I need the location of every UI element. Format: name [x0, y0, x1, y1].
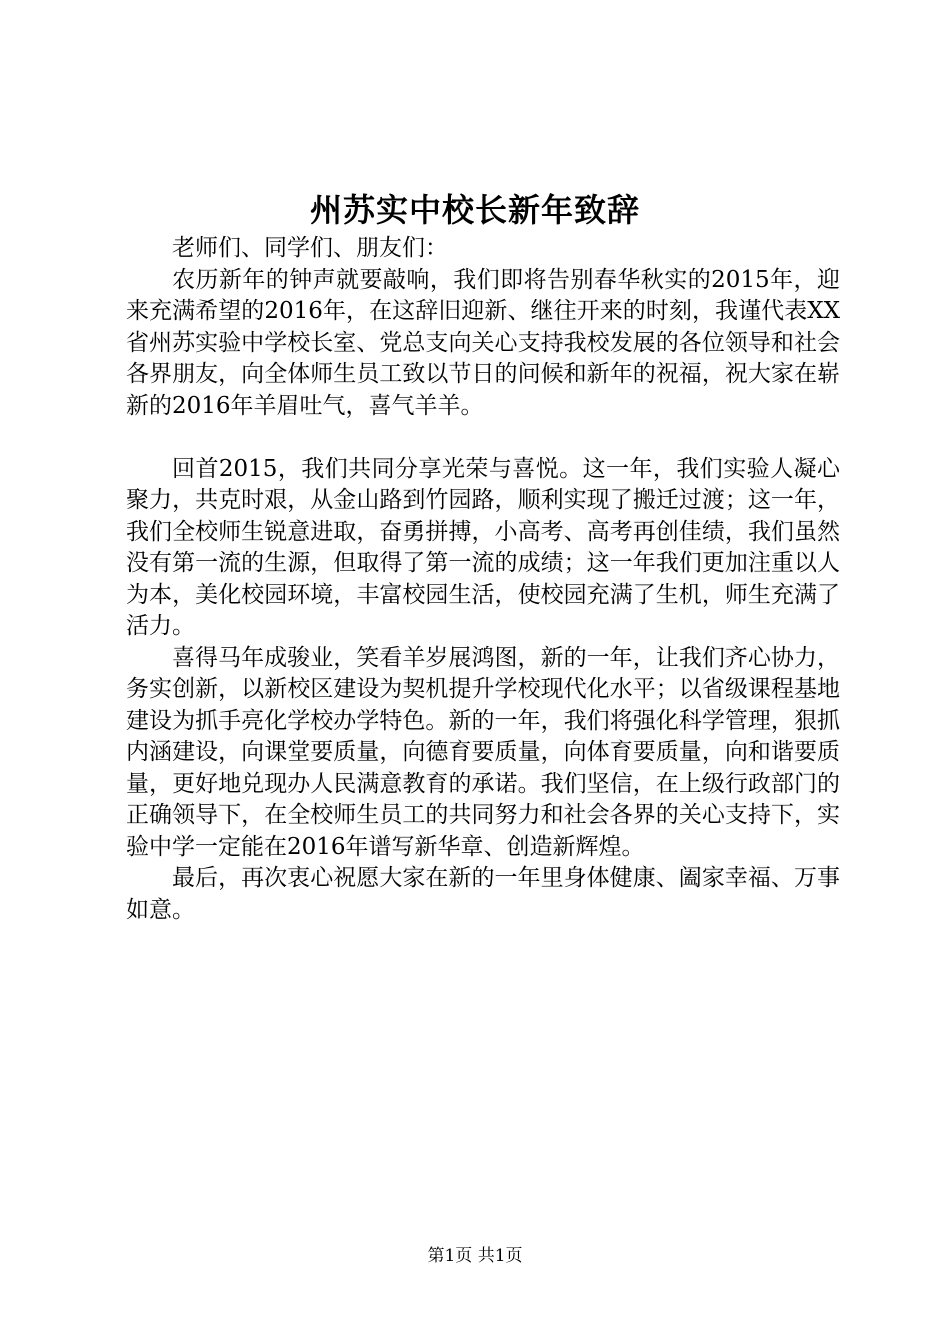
document-title: 州苏实中校长新年致辞	[309, 191, 640, 229]
body-paragraph-outlook: 喜得马年成骏业，笑看羊岁展鸿图，新的一年，让我们齐心协力，务实创新，以新校区建设为契机提升学校现代化水平；以省级课程基地建设为抓手亮化学校办学特色。新的一年，我们将强化科学管理，狠抓内涵建设，向课堂要质量，向德育要质量，向体育要质量，向和谐要质量，更好地兑现办人民满意教育的承诺。我们坚信，在上级行政部门的正确领导下，在全校师生员工的共同努力和社会各界的关心支持下，实验中学一定能在2016年谱写新华章、创造新辉煌。	[126, 644, 840, 860]
page-number-footer: 第1页 共1页	[427, 1246, 523, 1266]
body-paragraph-review: 回首2015，我们共同分享光荣与喜悦。这一年，我们实验人凝心聚力，共克时艰，从金山路到竹园路，顺利实现了搬迁过渡；这一年，我们全校师生锐意进取，奋勇拼搏，小高考、高考再创佳绩，我们虽然没有第一流的生源，但取得了第一流的成绩；这一年我们更加注重以人为本，美化校园环境，丰富校园生活，使校园充满了生机，师生充满了活力。	[126, 455, 840, 639]
closing-paragraph: 最后，再次衷心祝愿大家在新的一年里身体健康、阖家幸福、万事如意。	[126, 865, 840, 923]
document-body	[126, 233, 840, 926]
salutation-paragraph: 老师们、同学们、朋友们：	[172, 235, 448, 261]
body-paragraph-greeting: 农历新年的钟声就要敲响，我们即将告别春华秋实的2015年，迎来充满希望的2016年，在这辞旧迎新、继往开来的时刻，我谨代表XX省州苏实验中学校长室、党总支向关心支持我校发展的各位领导和社会各界朋友，向全体师生员工致以节日的问候和新年的祝福，祝大家在崭新的2016年羊眉吐气，喜气羊羊。	[126, 266, 840, 419]
